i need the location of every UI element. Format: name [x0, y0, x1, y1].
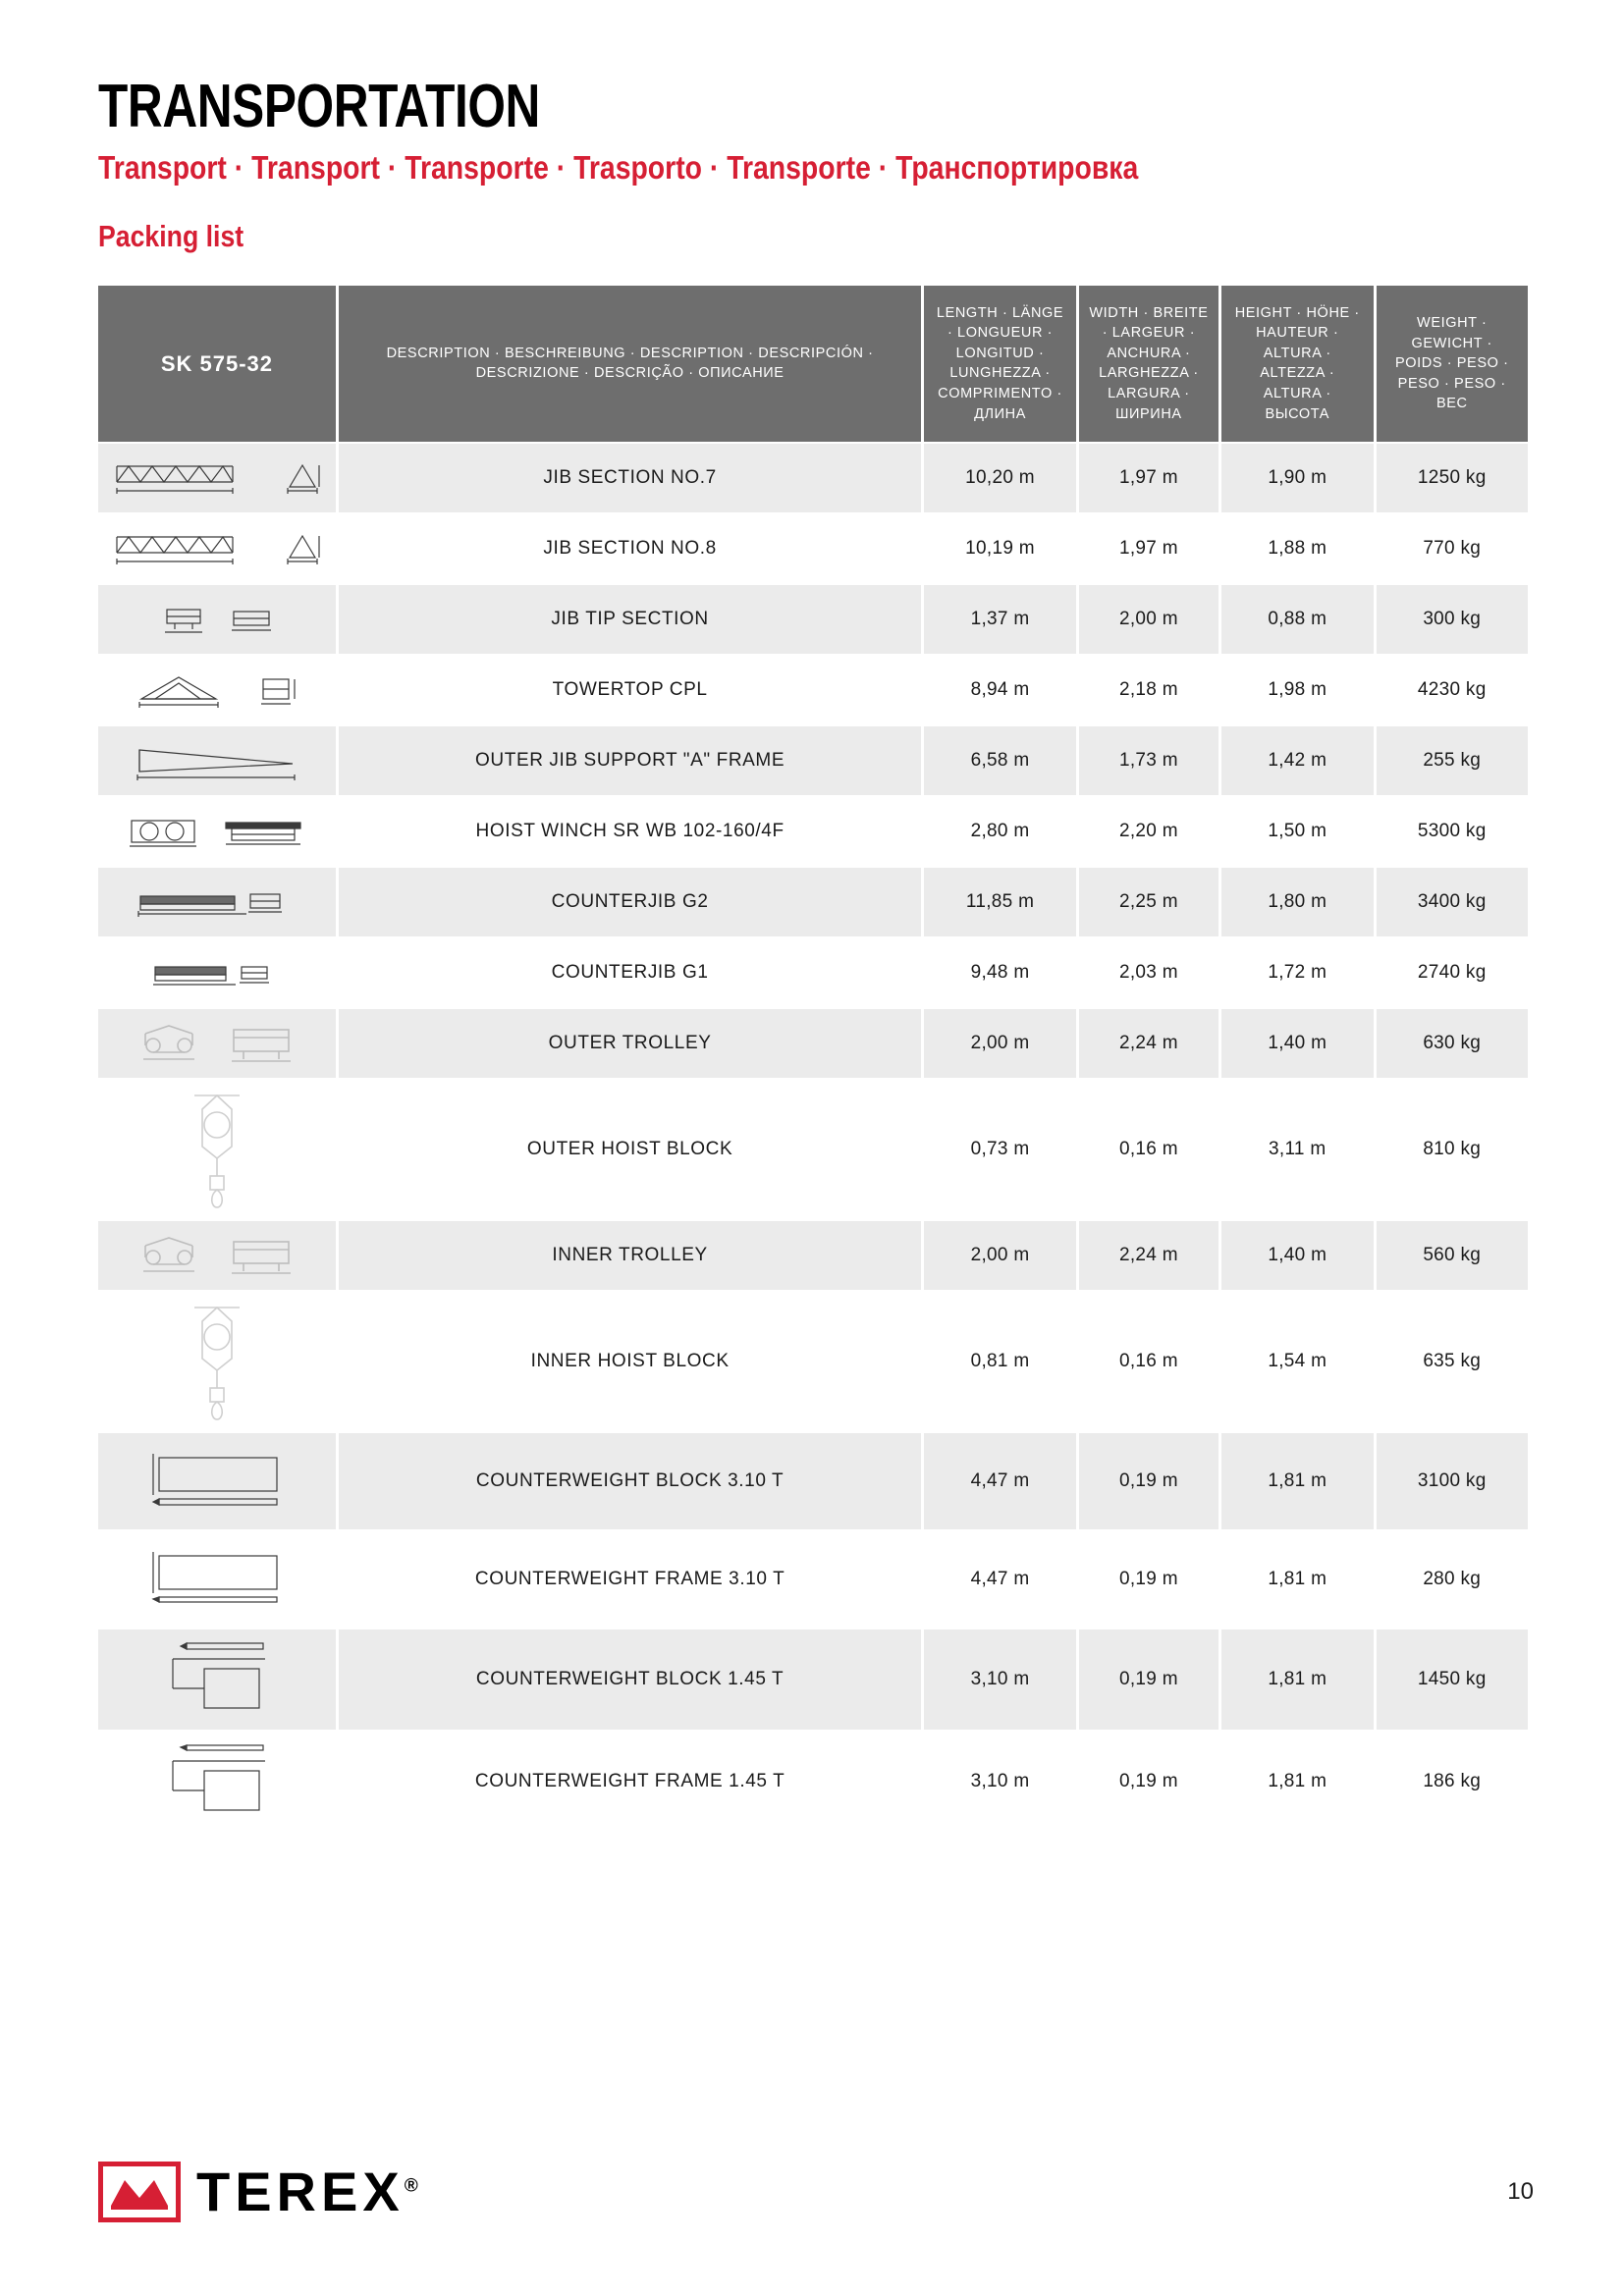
page-number: 10: [1507, 2177, 1534, 2205]
table-header: [98, 286, 1528, 442]
table-row: [98, 1531, 1528, 1628]
cell-length: 2,00 m: [924, 1221, 1075, 1290]
counterweight-frame-icon: [98, 1531, 336, 1628]
cell-length: 10,19 m: [924, 514, 1075, 583]
cell-weight: 255 kg: [1377, 726, 1529, 795]
cell-length: 2,80 m: [924, 797, 1075, 866]
cell-description: JIB TIP SECTION: [339, 585, 921, 654]
cell-weight: 280 kg: [1377, 1531, 1529, 1628]
cell-length: 9,48 m: [924, 938, 1075, 1007]
cell-width: 1,73 m: [1079, 726, 1218, 795]
cell-width: 0,19 m: [1079, 1531, 1218, 1628]
cell-height: 1,90 m: [1221, 444, 1373, 512]
cell-description: COUNTERWEIGHT FRAME 3.10 T: [339, 1531, 921, 1628]
cell-description: COUNTERWEIGHT BLOCK 1.45 T: [339, 1629, 921, 1730]
cell-weight: 2740 kg: [1377, 938, 1529, 1007]
table-row: [98, 938, 1528, 1007]
cell-width: 0,19 m: [1079, 1629, 1218, 1730]
cell-height: 1,81 m: [1221, 1629, 1373, 1730]
table-row: [98, 1221, 1528, 1290]
cell-description: JIB SECTION NO.8: [339, 514, 921, 583]
cell-width: 2,03 m: [1079, 938, 1218, 1007]
cell-height: 1,40 m: [1221, 1221, 1373, 1290]
table-row: [98, 514, 1528, 583]
cell-length: 3,10 m: [924, 1629, 1075, 1730]
cell-height: 1,80 m: [1221, 868, 1373, 936]
cell-length: 6,58 m: [924, 726, 1075, 795]
cell-description: HOIST WINCH SR WB 102-160/4F: [339, 797, 921, 866]
page-title: TRANSPORTATION: [98, 73, 540, 140]
cell-length: 10,20 m: [924, 444, 1075, 512]
cell-description: OUTER TROLLEY: [339, 1009, 921, 1078]
column-header-description: DESCRIPTION · BESCHREIBUNG · DESCRIPTION · DESCRIPCIÓN · DESCRIZIONE · DESCRIÇÃO · ОПИСАНИЕ: [339, 286, 921, 442]
cell-weight: 560 kg: [1377, 1221, 1529, 1290]
cell-width: 2,24 m: [1079, 1221, 1218, 1290]
cell-width: 0,19 m: [1079, 1732, 1218, 1832]
table-row: [98, 1433, 1528, 1529]
column-header-length: LENGTH · LÄNGE · LONGUEUR · LONGITUD · LUNGHEZZA · COMPRIMENTO · ДЛИНА: [924, 286, 1075, 442]
jib-section-truss-icon: [98, 514, 336, 583]
hoist-block-icon: [98, 1292, 336, 1431]
table-row: [98, 656, 1528, 724]
cell-description: COUNTERJIB G2: [339, 868, 921, 936]
cell-height: 1,81 m: [1221, 1732, 1373, 1832]
cell-height: 1,54 m: [1221, 1292, 1373, 1431]
cell-description: COUNTERWEIGHT FRAME 1.45 T: [339, 1732, 921, 1832]
cell-width: 2,00 m: [1079, 585, 1218, 654]
page-footer: [98, 2160, 1534, 2223]
cell-description: COUNTERJIB G1: [339, 938, 921, 1007]
cell-height: 0,88 m: [1221, 585, 1373, 654]
trolley-icon: [98, 1221, 336, 1290]
counterweight-frame-small-icon: [98, 1732, 336, 1832]
cell-height: 1,50 m: [1221, 797, 1373, 866]
cell-weight: 810 kg: [1377, 1080, 1529, 1219]
cell-weight: 630 kg: [1377, 1009, 1529, 1078]
table-row: [98, 444, 1528, 512]
cell-length: 3,10 m: [924, 1732, 1075, 1832]
hoist-block-icon: [98, 1080, 336, 1219]
cell-height: 1,81 m: [1221, 1531, 1373, 1628]
cell-height: 1,42 m: [1221, 726, 1373, 795]
cell-description: TOWERTOP CPL: [339, 656, 921, 724]
table-row: [98, 797, 1528, 866]
cell-length: 0,81 m: [924, 1292, 1075, 1431]
cell-width: 0,19 m: [1079, 1433, 1218, 1529]
cell-length: 8,94 m: [924, 656, 1075, 724]
cell-weight: 770 kg: [1377, 514, 1529, 583]
counterweight-block-icon: [98, 1433, 336, 1529]
cell-height: 3,11 m: [1221, 1080, 1373, 1219]
cell-weight: 1250 kg: [1377, 444, 1529, 512]
cell-width: 2,20 m: [1079, 797, 1218, 866]
registered-trademark-icon: ®: [404, 2175, 418, 2197]
cell-length: 11,85 m: [924, 868, 1075, 936]
cell-width: 0,16 m: [1079, 1080, 1218, 1219]
cell-weight: 3400 kg: [1377, 868, 1529, 936]
cell-weight: 186 kg: [1377, 1732, 1529, 1832]
column-header-height: HEIGHT · HÖHE · HAUTEUR · ALTURA · ALTEZZA · ALTURA · ВЫСОТА: [1221, 286, 1373, 442]
jib-section-truss-icon: [98, 444, 336, 512]
cell-length: 2,00 m: [924, 1009, 1075, 1078]
terex-logo-mark-icon: [98, 2162, 181, 2222]
column-header-width: WIDTH · BREITE · LARGEUR · ANCHURA · LARGHEZZA · LARGURA · ШИРИНА: [1079, 286, 1218, 442]
cell-description: OUTER JIB SUPPORT "A" FRAME: [339, 726, 921, 795]
table-row: [98, 1009, 1528, 1078]
a-frame-icon: [98, 726, 336, 795]
counterjib-g1-icon: [98, 938, 336, 1007]
cell-height: 1,81 m: [1221, 1433, 1373, 1529]
cell-description: OUTER HOIST BLOCK: [339, 1080, 921, 1219]
cell-weight: 5300 kg: [1377, 797, 1529, 866]
cell-width: 2,25 m: [1079, 868, 1218, 936]
cell-weight: 4230 kg: [1377, 656, 1529, 724]
column-header-weight: WEIGHT · GEWICHT · POIDS · PESO · PESO · PESO · ВЕС: [1377, 286, 1529, 442]
page-subtitle-multilingual: Transport · Transport · Transporte · Trasporto · Transporte · Транспортировка: [98, 149, 1139, 186]
towertop-icon: [98, 656, 336, 724]
cell-height: 1,88 m: [1221, 514, 1373, 583]
section-heading-packing-list: Packing list: [98, 218, 244, 253]
cell-height: 1,40 m: [1221, 1009, 1373, 1078]
counterweight-block-small-icon: [98, 1629, 336, 1730]
trolley-icon: [98, 1009, 336, 1078]
terex-logo: [98, 2160, 418, 2223]
jib-tip-section-icon: [98, 585, 336, 654]
cell-length: 4,47 m: [924, 1531, 1075, 1628]
cell-weight: 3100 kg: [1377, 1433, 1529, 1529]
hoist-winch-icon: [98, 797, 336, 866]
cell-description: INNER HOIST BLOCK: [339, 1292, 921, 1431]
cell-weight: 300 kg: [1377, 585, 1529, 654]
cell-description: COUNTERWEIGHT BLOCK 3.10 T: [339, 1433, 921, 1529]
table-row: [98, 726, 1528, 795]
table-row: [98, 1292, 1528, 1431]
cell-height: 1,72 m: [1221, 938, 1373, 1007]
cell-length: 0,73 m: [924, 1080, 1075, 1219]
cell-weight: 1450 kg: [1377, 1629, 1529, 1730]
table-row: [98, 868, 1528, 936]
table-row: [98, 1732, 1528, 1832]
cell-weight: 635 kg: [1377, 1292, 1529, 1431]
cell-description: INNER TROLLEY: [339, 1221, 921, 1290]
cell-width: 1,97 m: [1079, 444, 1218, 512]
terex-brand-text: TEREX: [196, 2161, 405, 2222]
cell-width: 1,97 m: [1079, 514, 1218, 583]
column-header-model: SK 575-32: [98, 286, 336, 442]
cell-description: JIB SECTION NO.7: [339, 444, 921, 512]
table-body: [98, 444, 1528, 1832]
cell-length: 4,47 m: [924, 1433, 1075, 1529]
cell-width: 0,16 m: [1079, 1292, 1218, 1431]
table-row: [98, 585, 1528, 654]
cell-width: 2,18 m: [1079, 656, 1218, 724]
counterjib-g2-icon: [98, 868, 336, 936]
table-row: [98, 1080, 1528, 1219]
table-row: [98, 1629, 1528, 1730]
packing-list-table: [95, 284, 1531, 1834]
terex-wordmark: [196, 2160, 418, 2223]
cell-height: 1,98 m: [1221, 656, 1373, 724]
cell-width: 2,24 m: [1079, 1009, 1218, 1078]
cell-length: 1,37 m: [924, 585, 1075, 654]
